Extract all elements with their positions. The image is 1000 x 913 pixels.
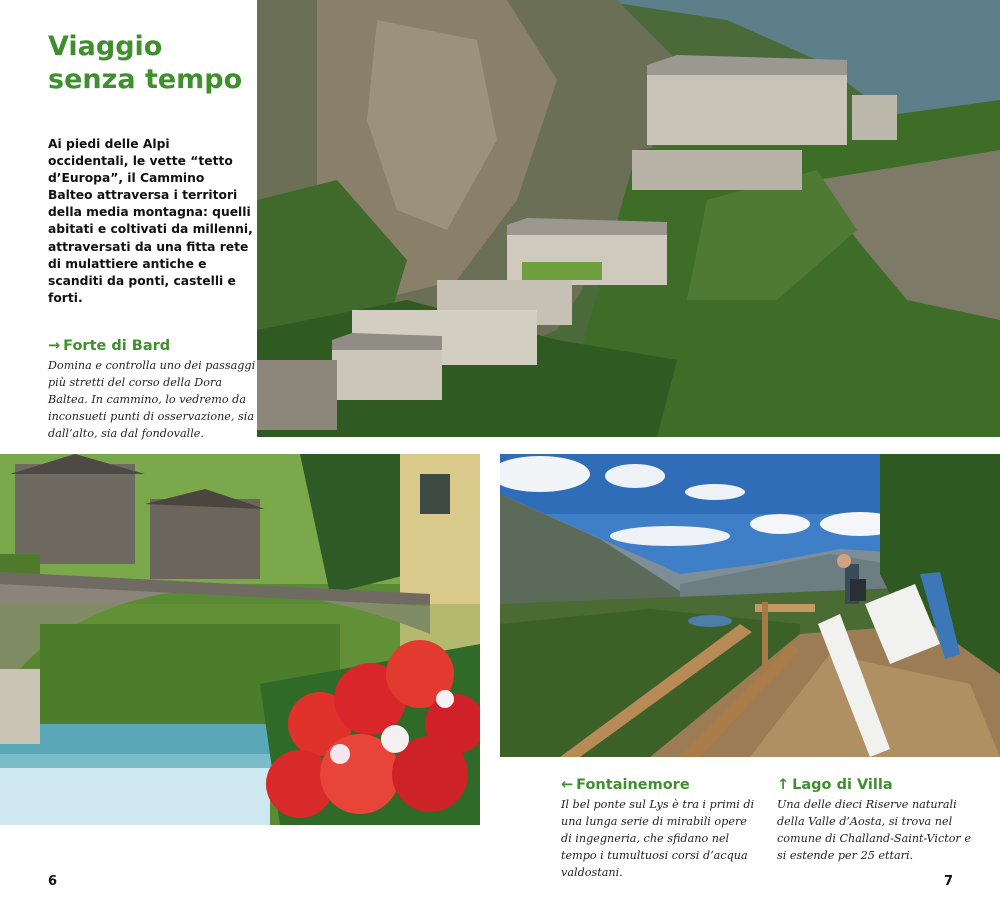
caption-heading-text: Lago di Villa [792, 777, 893, 793]
caption-heading [777, 776, 977, 794]
valley-viewpoint-illustration [500, 454, 1000, 757]
title-line-2: senza tempo [48, 64, 243, 95]
caption-heading-text: Fontainemore [576, 777, 690, 793]
caption-body: Domina e controlla uno dei passaggi più stretti del corso della Dora Baltea. In cammino, lo vedremo da inconsueti punti di osservazione, sia dall’alto, sia dal fondovalle. [48, 359, 256, 440]
title-line-1: Viaggio [48, 31, 163, 62]
caption-lago-di-villa [777, 776, 977, 864]
caption-forte-di-bard [48, 337, 258, 442]
arrow-left-icon: ← [561, 777, 574, 793]
page-number-right: 7 [944, 874, 954, 889]
arrow-up-icon: ↑ [777, 777, 790, 793]
page-title [48, 30, 248, 96]
caption-body: Una delle dieci Riserve naturali della Valle d’Aosta, si trova nel comune di Challand-Saint-Victor e si estende per 25 ettari. [777, 798, 971, 862]
caption-heading [48, 337, 258, 355]
photo-fontainemore-bridge [0, 454, 480, 825]
arrow-right-icon: → [48, 338, 61, 354]
photo-lago-di-villa [500, 454, 1000, 757]
caption-body: Il bel ponte sul Lys è tra i primi di una lunga serie di mirabili opere di ingegneria, che sfidano nel tempo i tumultuosi corsi d’acqua valdostani. [561, 798, 755, 879]
page-number-left: 6 [48, 874, 58, 889]
caption-heading-text: Forte di Bard [63, 338, 171, 354]
caption-heading [561, 776, 761, 794]
fortress-illustration [257, 0, 1000, 437]
bridge-illustration [0, 454, 480, 825]
intro-paragraph: Ai piedi delle Alpi occidentali, le vette “tetto d’Europa”, il Cammino Balteo attraversa i territori della media montagna: quelli abitati e coltivati da millenni, attraversati da una fitta rete di mulattiere antiche e scanditi da ponti, castelli e forti. [48, 137, 253, 305]
caption-fontainemore [561, 776, 761, 881]
photo-forte-di-bard [257, 0, 1000, 437]
